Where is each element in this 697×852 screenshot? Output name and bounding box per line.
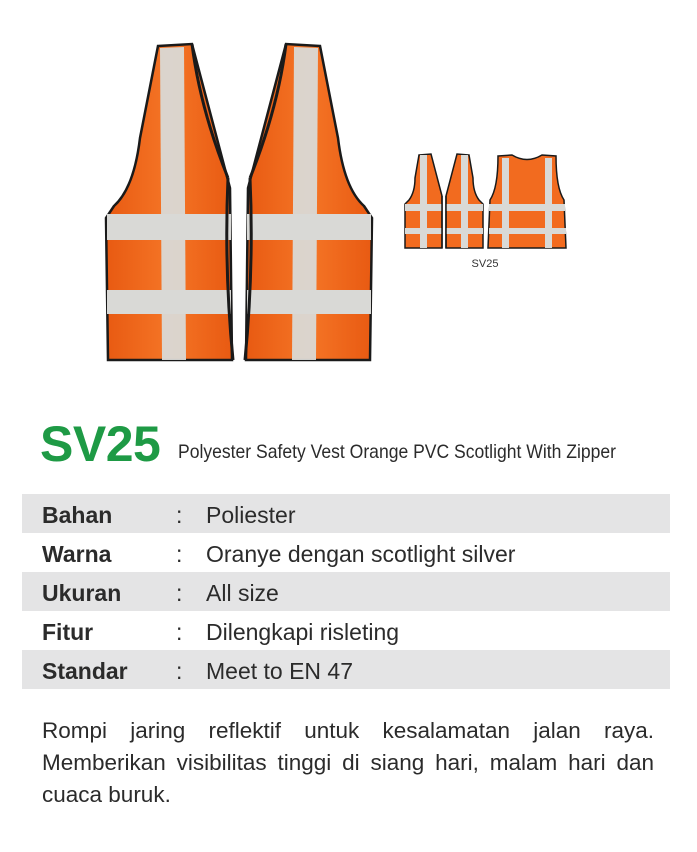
spec-value: Meet to EN 47 <box>206 658 354 684</box>
spec-value: All size <box>206 580 279 606</box>
spec-table <box>22 494 670 689</box>
thumbnail-caption: SV25 <box>471 258 499 270</box>
spec-row-fitur <box>22 611 670 650</box>
spec-value: Poliester <box>206 502 296 528</box>
spec-separator: : <box>176 541 183 567</box>
product-description: Rompi jaring reflektif untuk kesalamatan jalan raya. Memberikan visibilitas tinggi di siang hari, malam hari dan cuaca buruk. <box>42 718 654 807</box>
spec-label: Fitur <box>42 619 94 645</box>
product-heading <box>40 418 680 474</box>
spec-row-warna <box>22 533 670 572</box>
spec-label: Ukuran <box>42 580 122 606</box>
vest-thumbnail-front <box>403 152 485 250</box>
spec-separator: : <box>176 658 183 684</box>
vest-thumbnail-back <box>486 152 568 250</box>
product-title: Polyester Safety Vest Orange PVC Scotlight With Zipper <box>178 441 616 463</box>
spec-row-standar <box>22 650 670 689</box>
spec-row-ukuran <box>22 572 670 611</box>
spec-label: Warna <box>42 541 112 567</box>
spec-row-bahan <box>22 494 670 533</box>
spec-separator: : <box>176 580 183 606</box>
spec-value: Oranye dengan scotlight silver <box>206 541 516 567</box>
spec-label: Bahan <box>42 502 113 528</box>
spec-separator: : <box>176 502 183 528</box>
spec-separator: : <box>176 619 183 645</box>
product-code: SV25 <box>40 416 161 472</box>
vest-front-image <box>100 38 378 368</box>
spec-label: Standar <box>42 658 128 684</box>
spec-value: Dilengkapi risleting <box>206 619 400 645</box>
